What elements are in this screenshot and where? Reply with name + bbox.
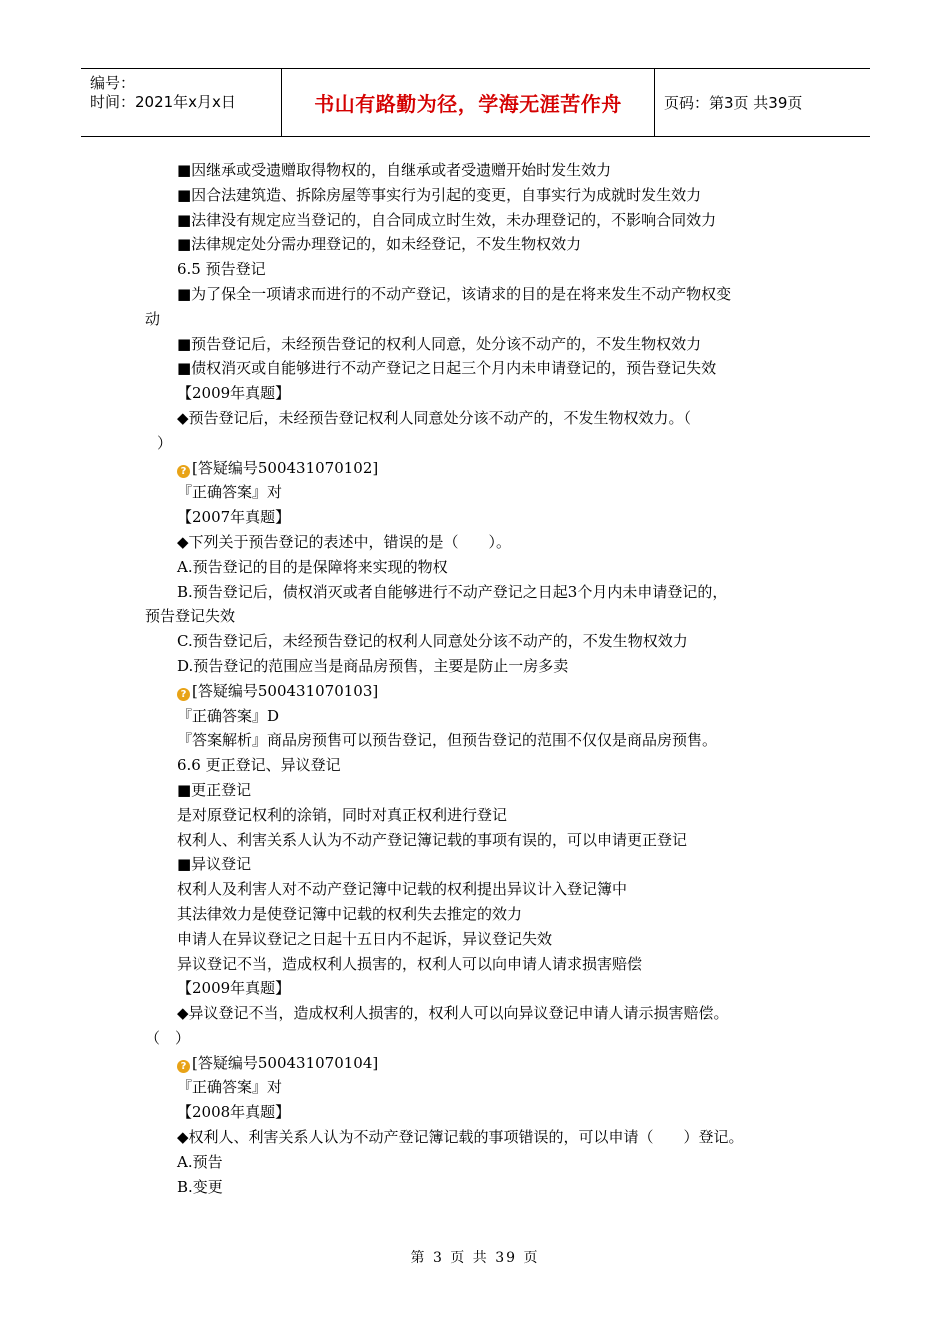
text-line <box>145 1051 805 1076</box>
text-line <box>145 927 805 952</box>
text-line <box>145 158 805 183</box>
text-line-content: [答疑编号500431070103] <box>192 681 379 700</box>
text-line <box>145 406 805 431</box>
page-header <box>81 68 870 137</box>
text-line-content: ■法律规定处分需办理登记的，如未经登记，不发生物权效力 <box>177 235 582 254</box>
text-line-content: 权利人、利害关系人认为不动产登记簿记载的事项有误的，可以申请更正登记 <box>177 830 688 849</box>
text-line <box>145 282 805 307</box>
text-line <box>145 629 805 654</box>
header-meta <box>81 69 282 136</box>
text-line-content: ■债权消灭或自能够进行不动产登记之日起三个月内未申请登记的，预告登记失效 <box>177 359 717 378</box>
text-line-content: 其法律效力是使登记簿中记载的权利失去推定的效力 <box>177 904 523 923</box>
page-footer <box>0 1247 950 1267</box>
text-line-content: 【2007年真题】 <box>177 508 291 527</box>
text-line-content: [答疑编号500431070104] <box>192 1053 379 1072</box>
text-line-content: 异议登记不当，造成权利人损害的，权利人可以向申请人请求损害赔偿 <box>177 954 643 973</box>
text-line-content: C.预告登记后，未经预告登记的权利人同意处分该不动产的，不发生物权效力 <box>177 632 688 651</box>
text-line-content: 6.6 更正登记、异议登记 <box>177 756 341 775</box>
text-line-content: ◆权利人、利害关系人认为不动产登记簿记载的事项错误的，可以申请（ ）登记。 <box>177 1128 744 1147</box>
text-line-content: A.预告登记的目的是保障将来实现的物权 <box>177 557 448 576</box>
text-line-content: 『正确答案』对 <box>177 483 283 502</box>
document-body <box>145 158 805 1199</box>
text-line-content: 『答案解析』商品房预售可以预告登记，但预告登记的范围不仅仅是商品房预售。 <box>177 731 718 750</box>
text-line-content: 『正确答案』D <box>177 706 280 725</box>
text-line <box>145 1026 805 1051</box>
text-line-content: （ ） <box>145 1028 191 1047</box>
header-motto <box>282 69 655 136</box>
question-icon: ? <box>177 465 190 478</box>
text-line <box>145 456 805 481</box>
text-line <box>145 431 805 456</box>
footer-page-number: 第 3 页 共 39 页 <box>410 1250 540 1266</box>
text-line <box>145 1001 805 1026</box>
text-line-content: ） <box>157 433 173 452</box>
text-line-content: 是对原登记权利的涂销，同时对真正权利进行登记 <box>177 805 508 824</box>
text-line-content: D.预告登记的范围应当是商品房预售，主要是防止一房多卖 <box>177 656 569 675</box>
text-line-content: 【2008年真题】 <box>177 1103 291 1122</box>
text-line-content: ◆预告登记后，未经预告登记权利人同意处分该不动产的，不发生物权效力。（ <box>177 408 692 427</box>
text-line-content: B.变更 <box>177 1177 223 1196</box>
text-line <box>145 1150 805 1175</box>
text-line-content: ■更正登记 <box>177 780 252 799</box>
text-line <box>145 828 805 853</box>
text-line-content: ■异议登记 <box>177 855 252 874</box>
text-line-content: ◆下列关于预告登记的表述中，错误的是（ ）。 <box>177 532 512 551</box>
text-line-content: 【2009年真题】 <box>177 979 291 998</box>
text-line <box>145 307 805 332</box>
text-line <box>145 952 805 977</box>
motto-text: 书山有路勤为径，学海无涯苦作舟 <box>314 92 622 116</box>
text-line-content: ■为了保全一项请求而进行的不动产登记，该请求的目的是在将来发生不动产物权变 <box>177 284 732 303</box>
text-line <box>145 1125 805 1150</box>
text-line <box>145 803 805 828</box>
document-code: 编号： <box>90 74 136 92</box>
text-line-content: ■因继承或受遗赠取得物权的，自继承或者受遗赠开始时发生效力 <box>177 161 612 179</box>
header-page-number <box>655 69 870 136</box>
text-line-content: A.预告 <box>177 1152 223 1171</box>
text-line <box>145 505 805 530</box>
text-line <box>145 183 805 208</box>
page-number-text: 页码：第3页 共39页 <box>664 94 803 112</box>
text-line <box>145 679 805 704</box>
text-line-content: ■因合法建筑造、拆除房屋等事实行为引起的变更，自事实行为成就时发生效力 <box>177 185 702 204</box>
text-line <box>145 604 805 629</box>
text-line <box>145 1100 805 1125</box>
text-line-content: [答疑编号500431070102] <box>192 458 379 477</box>
text-line-content: 6.5 预告登记 <box>177 260 266 279</box>
text-line <box>145 852 805 877</box>
text-line-content: 『正确答案』对 <box>177 1078 283 1097</box>
text-line <box>145 208 805 233</box>
text-line-content: 预告登记失效 <box>145 607 236 626</box>
text-line <box>145 381 805 406</box>
text-line-content: 【2009年真题】 <box>177 384 291 403</box>
text-line <box>145 778 805 803</box>
question-icon: ? <box>177 688 190 701</box>
text-line-content: B.预告登记后，债权消灭或者自能够进行不动产登记之日起3个月内未申请登记的， <box>177 582 728 601</box>
text-line <box>145 530 805 555</box>
text-line <box>145 902 805 927</box>
text-line <box>145 704 805 729</box>
text-line <box>145 654 805 679</box>
text-line <box>145 1075 805 1100</box>
text-line <box>145 257 805 282</box>
text-line <box>145 976 805 1001</box>
text-line <box>145 332 805 357</box>
text-line-content: 动 <box>145 309 161 328</box>
text-line <box>145 555 805 580</box>
text-line <box>145 877 805 902</box>
text-line-content: 权利人及利害人对不动产登记簿中记载的权利提出异议计入登记簿中 <box>177 880 628 899</box>
text-line-content: ■预告登记后，未经预告登记的权利人同意，处分该不动产的，不发生物权效力 <box>177 334 702 353</box>
text-line <box>145 753 805 778</box>
text-line <box>145 232 805 257</box>
question-icon: ? <box>177 1060 190 1073</box>
text-line-content: 申请人在异议登记之日起十五日内不起诉，异议登记失效 <box>177 929 553 948</box>
text-line <box>145 728 805 753</box>
document-date: 时间：2021年x月x日 <box>90 93 236 111</box>
text-line-content: ■法律没有规定应当登记的，自合同成立时生效，未办理登记的，不影响合同效力 <box>177 210 717 229</box>
text-line <box>145 1175 805 1200</box>
text-line <box>145 580 805 605</box>
text-line <box>145 480 805 505</box>
text-line-content: ◆异议登记不当，造成权利人损害的，权利人可以向异议登记申请人请示损害赔偿。 <box>177 1004 729 1023</box>
text-line <box>145 356 805 381</box>
